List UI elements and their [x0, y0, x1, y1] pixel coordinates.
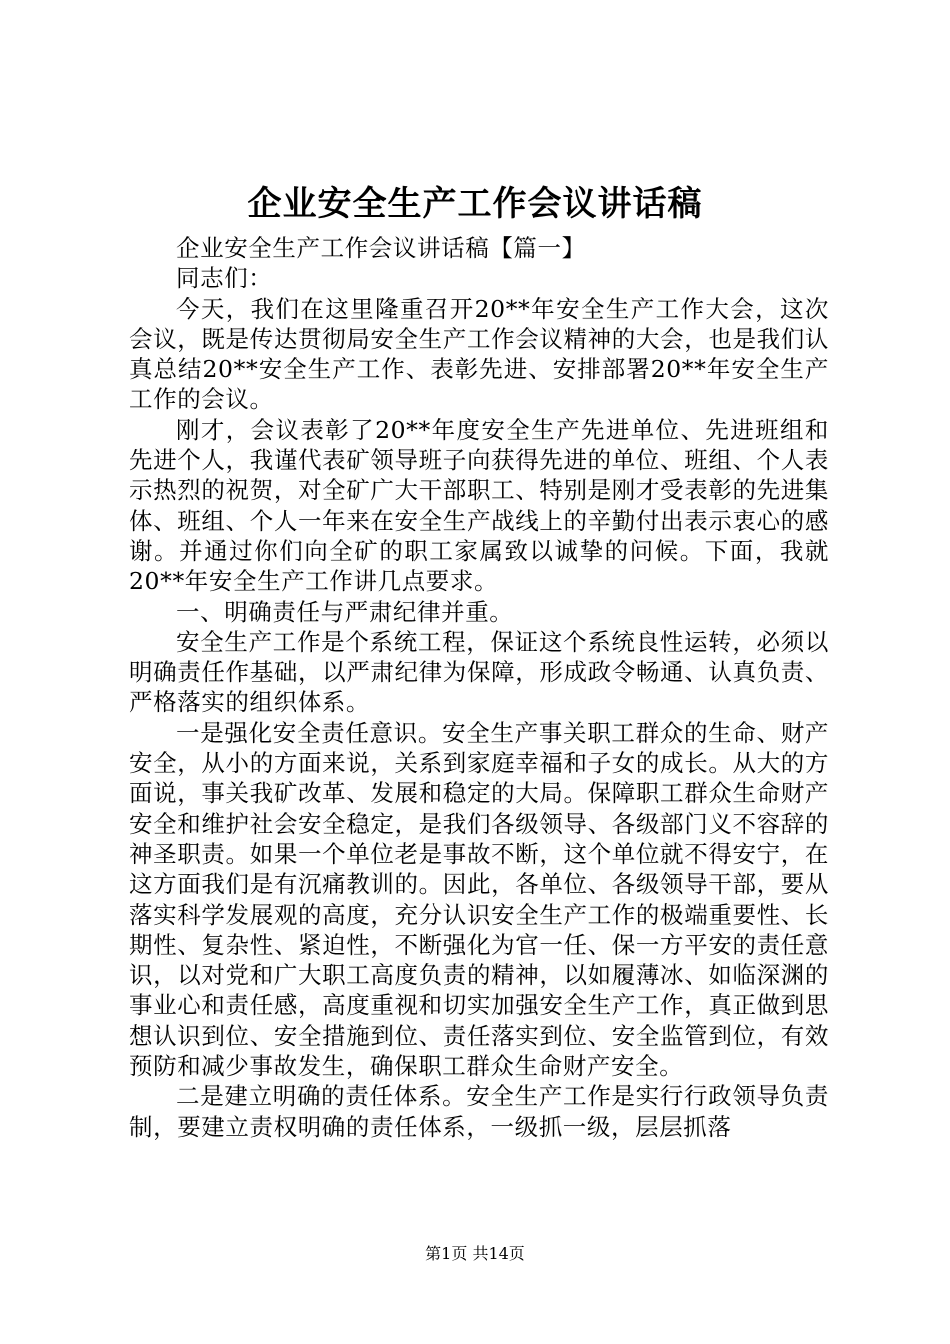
- body-paragraph: 今天，我们在这里隆重召开20**年安全生产工作大会，这次会议，既是传达贯彻局安全生产工作会议精神的大会，也是我们认真总结20**安全生产工作、表彰先进、安排部署20**年安全生产工作的会议。: [129, 294, 829, 414]
- body-paragraph: 安全生产工作是个系统工程，保证这个系统良性运转，必须以明确责任作基础，以严肃纪律为保障，形成政令畅通、认真负责、严格落实的组织体系。: [129, 627, 829, 717]
- subtitle-paragraph: 企业安全生产工作会议讲话稿【篇一】: [176, 234, 586, 262]
- document-body: [129, 233, 829, 1142]
- salutation-paragraph: 同志们：: [176, 264, 273, 293]
- body-paragraph: 二是建立明确的责任体系。安全生产工作是实行行政领导负责制，要建立责权明确的责任体系，一级抓一级，层层抓落: [129, 1082, 829, 1141]
- document-title: 企业安全生产工作会议讲话稿: [247, 184, 703, 224]
- page-footer: 第1页 共14页: [425, 1244, 525, 1263]
- body-paragraph: 刚才，会议表彰了20**年度安全生产先进单位、先进班组和先进个人，我谨代表矿领导班子向获得先进的单位、班组、个人表示热烈的祝贺，对全矿广大干部职工、特别是刚才受表彰的先进集体、班组、个人一年来在安全生产战线上的辛勤付出表示衷心的感谢。并通过你们向全矿的职工家属致以诚挚的问候。下面，我就20**年安全生产工作讲几点要求。: [129, 415, 829, 596]
- section-heading: 一、明确责任与严肃纪律并重。: [176, 597, 514, 626]
- body-paragraph: 一是强化安全责任意识。安全生产事关职工群众的生命、财产安全，从小的方面来说，关系到家庭幸福和子女的成长。从大的方面说，事关我矿改革、发展和稳定的大局。保障职工群众生命财产安全和维护社会安全稳定，是我们各级领导、各级部门义不容辞的神圣职责。如果一个单位老是事故不断，这个单位就不得安宁，在这方面我们是有沉痛教训的。因此，各单位、各级领导干部，要从落实科学发展观的高度，充分认识安全生产工作的极端重要性、长期性、复杂性、紧迫性，不断强化为官一任、保一方平安的责任意识，以对党和广大职工高度负责的精神，以如履薄冰、如临深渊的事业心和责任感，高度重视和切实加强安全生产工作，真正做到思想认识到位、安全措施到位、责任落实到位、安全监管到位，有效预防和减少事故发生，确保职工群众生命财产安全。: [129, 718, 829, 1081]
